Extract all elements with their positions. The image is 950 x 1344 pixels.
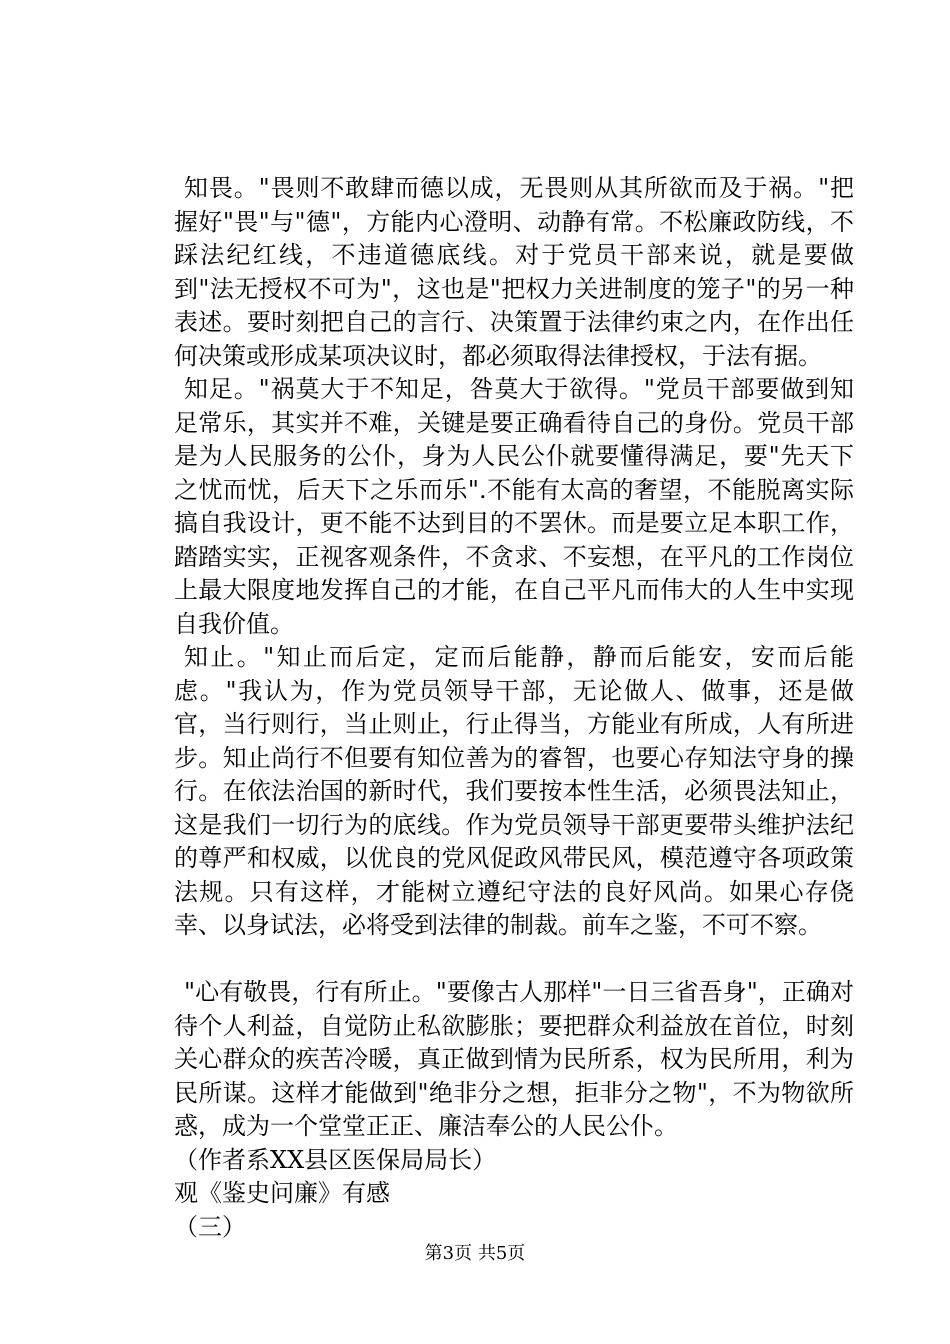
paragraph-gap — [174, 943, 854, 977]
paragraph-zhi-wei: 知畏。"畏则不敢肆而德以成，无畏则从其所欲而及于祸。"把握好"畏"与"德"，方能内心澄明、动静有常。不松廉政防线，不踩法纪红线，不违道德底线。对于党员干部来说，就是要做到"法无授权不可为"，这也是"把权力关进制度的笼子"的另一种表述。要时刻把自己的言行、决策置于法律约束之内，在作出任何决策或形成某项决议时，都必须取得法律授权，于法有据。 — [174, 174, 854, 370]
document-body — [174, 172, 854, 1244]
paragraph-zhi-zhi: 知止。"知止而后定，定而后能静，静而后能安，安而后能虑。"我认为，作为党员领导干部，无论做人、做事，还是做官，当行则行，当止则止，行止得当，方能业有所成，人有所进步。知止尚行不但要有知位善为的睿智，也要心存知法守身的操行。在依法治国的新时代，我们要按本性生活，必须畏法知止，这是我们一切行为的底线。作为党员领导干部更要带头维护法纪的尊严和权威，以优良的党风促政风带民风，模范遵守各项政策法规。只有这样，才能树立遵纪守法的良好风尚。如果心存侥幸、以身试法，必将受到法律的制裁。前车之鉴，不可不察。 — [174, 643, 854, 939]
section-title: 观《鉴史问廉》有感 — [174, 1179, 390, 1207]
author-note: （作者系XX县区医保局局长） — [174, 1145, 497, 1174]
page-footer: 第3页 共5页 — [424, 1243, 526, 1264]
paragraph-zhi-zu: 知足。"祸莫大于不知足，咎莫大于欲得。"党员干部要做到知足常乐，其实并不难，关键是要正确看待自己的身份。党员干部是为人民服务的公仆，身为人民公仆就要懂得满足，要"先天下之忧而忧，后天下之乐而乐".不能有太高的奢望，不能脱离实际搞自我设计，更不能不达到目的不罢休。而是要立足本职工作，踏踏实实，正视客观条件，不贪求、不妄想，在平凡的工作岗位上最大限度地发挥自己的才能，在自己平凡而伟大的人生中实现自我价值。 — [174, 375, 854, 638]
section-number: （三） — [174, 1212, 246, 1241]
paragraph-conclusion: "心有敬畏，行有所止。"要像古人那样"一日三省吾身"，正确对待个人利益，自觉防止私欲膨胀；要把群众利益放在首位，时刻关心群众的疾苦冷暖，真正做到情为民所系，权为民所用，利为民所谋。这样才能做到"绝非分之想，拒非分之物"，不为物欲所惑，成为一个堂堂正正、廉洁奉公的人民公仆。 — [174, 978, 854, 1140]
